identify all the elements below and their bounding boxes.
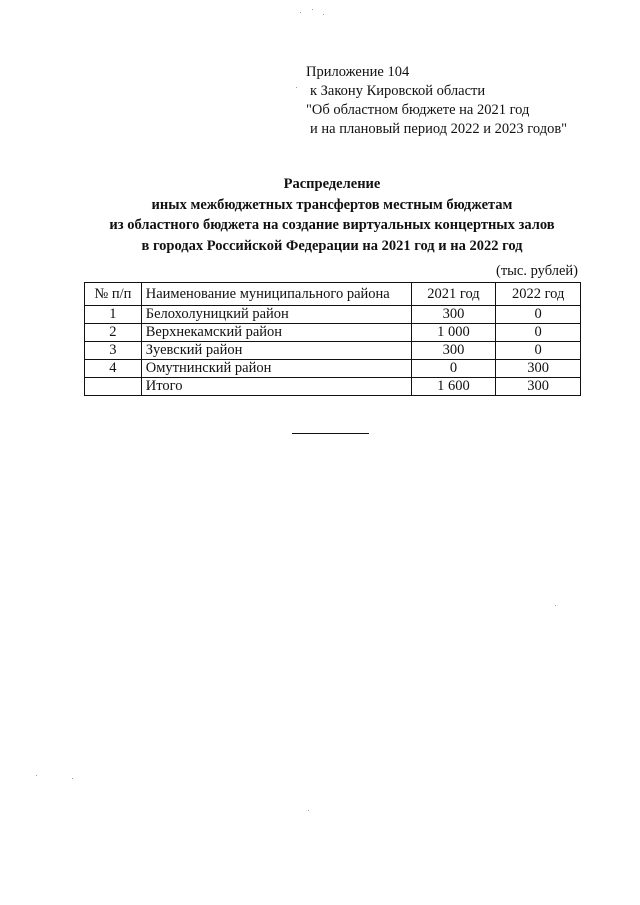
row-number: 1 <box>85 306 142 324</box>
scan-speck <box>300 12 301 13</box>
table-total-row <box>85 378 581 396</box>
header-2021: 2021 год <box>411 283 496 306</box>
row-2022-value: 0 <box>496 324 581 342</box>
total-2022-value: 300 <box>496 378 581 396</box>
title-line-4: в городах Российской Федерации на 2021 год и на 2022 год <box>141 237 523 254</box>
scan-speck <box>555 605 556 606</box>
row-district: Омутнинский район <box>141 360 411 378</box>
row-district: Белохолуницкий район <box>141 306 411 324</box>
header-2022: 2022 год <box>496 283 581 306</box>
total-2021-value: 1 600 <box>411 378 496 396</box>
table-row <box>85 306 581 324</box>
appendix-line-1: Приложение 104 <box>306 64 410 80</box>
appendix-reference <box>306 63 567 139</box>
appendix-line-4: и на плановый период 2022 и 2023 годов" <box>310 121 568 137</box>
row-district: Зуевский район <box>141 342 411 360</box>
row-number: 3 <box>85 342 142 360</box>
row-2021-value: 300 <box>411 342 496 360</box>
title-line-2: иных межбюджетных трансфертов местным бюджетам <box>151 196 513 213</box>
units-label: (тыс. рублей) <box>496 263 578 279</box>
row-number: 4 <box>85 360 142 378</box>
scan-speck <box>323 14 324 15</box>
header-district: Наименование муниципального района <box>141 283 411 306</box>
total-label: Итого <box>141 378 411 396</box>
row-2021-value: 300 <box>411 306 496 324</box>
row-district: Верхнекамский район <box>141 324 411 342</box>
appendix-line-3: "Об областном бюджете на 2021 год <box>306 102 530 118</box>
title-line-3: из областного бюджета на создание виртуальных концертных залов <box>109 217 555 233</box>
scan-speck <box>36 775 37 776</box>
row-2021-value: 0 <box>411 360 496 378</box>
appendix-line-2: к Закону Кировской области <box>310 83 486 99</box>
table-row <box>85 360 581 378</box>
title-line-1: Распределение <box>283 176 381 192</box>
table-row <box>85 324 581 342</box>
row-2022-value: 0 <box>496 306 581 324</box>
scan-speck <box>72 778 73 779</box>
row-2022-value: 300 <box>496 360 581 378</box>
header-number: № п/п <box>85 283 142 306</box>
distribution-table <box>84 282 581 396</box>
scan-speck <box>308 810 309 811</box>
end-rule <box>292 433 369 434</box>
document-title <box>0 174 640 256</box>
total-number <box>85 378 142 396</box>
scan-speck <box>312 9 313 10</box>
scan-speck <box>296 87 297 88</box>
row-2021-value: 1 000 <box>411 324 496 342</box>
table-header-row <box>85 283 581 306</box>
table-row <box>85 342 581 360</box>
row-number: 2 <box>85 324 142 342</box>
row-2022-value: 0 <box>496 342 581 360</box>
